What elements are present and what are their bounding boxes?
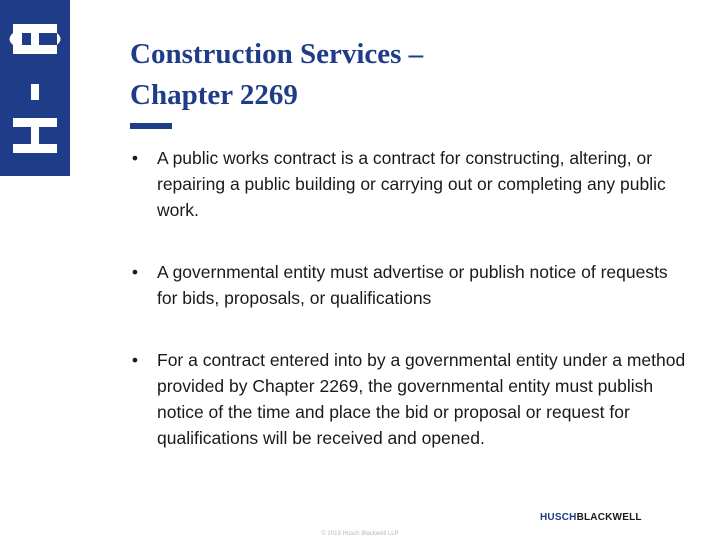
footer-copyright: © 2019 Husch Blackwell LLP <box>321 531 399 537</box>
bullet-marker: • <box>131 262 139 282</box>
slide-title <box>130 34 650 116</box>
brand-wordmark-husch: HUSCH <box>540 512 577 523</box>
bullet-item <box>128 145 688 223</box>
bullet-list <box>128 145 688 451</box>
brand-wordmark-blackwell: BLACKWELL <box>576 512 642 523</box>
title-underline <box>130 123 172 129</box>
bullet-marker: • <box>131 350 139 370</box>
bullet-item <box>128 347 688 451</box>
hb-monogram-icon <box>0 0 70 176</box>
bullet-marker: • <box>131 148 139 168</box>
bullet-text: A public works contract is a contract for constructing, altering, or repairing a public building or carrying out or completing any public work. <box>157 148 666 220</box>
bullet-item <box>128 259 688 311</box>
bullet-text: A governmental entity must advertise or publish notice of requests for bids, proposals, or qualifications <box>157 262 668 308</box>
slide-title-line-2: Chapter 2269 <box>130 79 298 111</box>
logo-bar <box>0 0 70 176</box>
brand-wordmark <box>540 512 642 523</box>
slide-title-line-1: Construction Services – <box>130 38 424 70</box>
bullet-text: For a contract entered into by a governmental entity under a method provided by Chapter 2269, the governmental entity must publish notice of the time and place the bid or proposal or request for qualifications will be received and opened. <box>157 350 686 448</box>
